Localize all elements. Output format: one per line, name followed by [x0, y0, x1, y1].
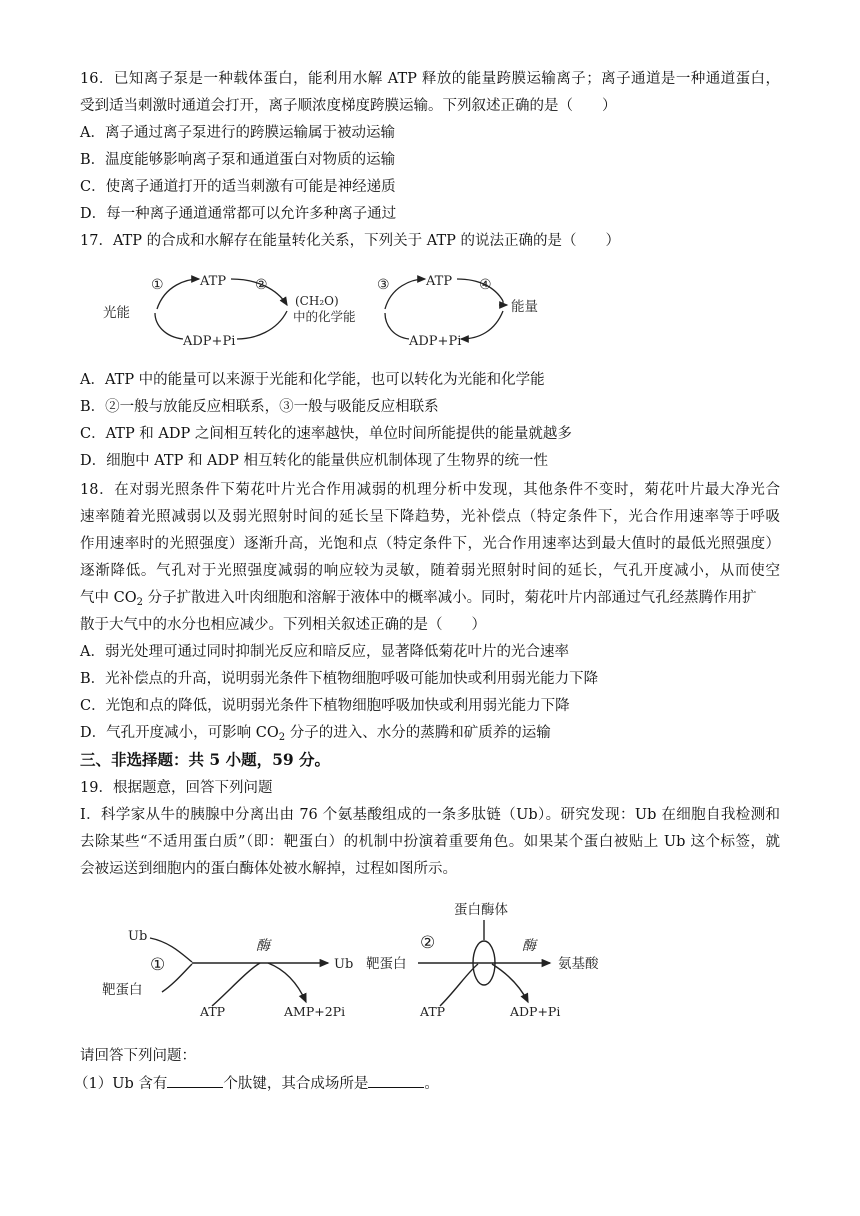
atp-input-line-2 [440, 964, 478, 1006]
q18-stem-line3: 作用速率时的光照强度）逐渐升高，光饱和点（特定条件下，光合作用速率达到最大值时的最低光照强度） [80, 536, 780, 552]
q16-option-c: C．使离子通道打开的适当刺激有可能是神经递质 [80, 179, 396, 195]
q18-stem-line4: 逐渐降低。气孔对于光照强度减弱的响应较为灵敏，随着弱光照射时间的延长，气孔开度减小，从而使空 [80, 563, 780, 579]
q16-option-b: B．温度能够影响离子泵和通道蛋白对物质的运输 [80, 152, 396, 168]
q18-line5-part-b: 分子扩散进入叶肉细胞和溶解于液体中的概率减小。同时，菊花叶片内部通过气孔经蒸腾作用扩 [142, 590, 757, 606]
q19-sub1-part-c: 。 [424, 1076, 439, 1092]
ub-output-label: Ub [334, 957, 354, 972]
q18-stem-line5 [80, 588, 757, 613]
amp-output-arrow [268, 963, 306, 1002]
q18-stem-line6: 散于大气中的水分也相应减少。下列相关叙述正确的是（ ） [80, 617, 486, 633]
circled-4: ④ [479, 277, 492, 293]
light-energy-label: 光能 [103, 305, 130, 321]
q16-stem-line2: 受到适当刺激时通道会打开，离子顺浓度梯度跨膜运输。下列叙述正确的是（ ） [80, 98, 617, 114]
q18-option-b: B．光补偿点的升高，说明弱光条件下植物细胞呼吸可能加快或利用弱光能力下降 [80, 671, 599, 687]
q18-stem-line1: 18．在对弱光照条件下菊花叶片光合作用减弱的机理分析中发现，其他条件不变时，菊花叶片最大净光合 [80, 482, 780, 498]
circled-3: ③ [377, 277, 390, 293]
q16-option-d: D．每一种离子通道通常都可以允许多种离子通过 [80, 206, 397, 222]
q18-option-c: C．光饱和点的降低，说明弱光条件下植物细胞呼吸加快或利用弱光能力下降 [80, 698, 570, 714]
q18-stem-line2: 速率随着光照减弱以及弱光照射时间的延长呈下降趋势，光补偿点（特定条件下，光合作用速率等于呼吸 [80, 509, 780, 525]
left-cycle-lower-left-arc [155, 313, 183, 339]
target-protein-label-1: 靶蛋白 [102, 982, 143, 998]
q19-sub1-part-b: 个肽键，其合成场所是 [223, 1076, 369, 1092]
answer-blank-synthesis-site[interactable] [368, 1073, 424, 1088]
q16-stem-line1: 16．已知离子泵是一种载体蛋白，能利用水解 ATP 释放的能量跨膜运输离子；离子通道是一种通道蛋白， [80, 71, 780, 87]
adp-label: ADP+Pi [510, 1004, 561, 1019]
q17-option-a: A．ATP 中的能量可以来源于光能和化学能，也可以转化为光能和化学能 [80, 372, 545, 388]
atp-right-label: ATP [426, 274, 453, 289]
target-input-line [162, 964, 192, 992]
q17-option-b: B．②一般与放能反应相联系，③一般与吸能反应相联系 [80, 399, 439, 415]
ub-input-label: Ub [128, 929, 148, 944]
circled-1-step: ① [150, 955, 166, 975]
left-cycle-lower-right-arc [237, 311, 287, 339]
right-cycle-lower-left-arc [385, 313, 409, 339]
co2-subscript: 2 [136, 597, 143, 608]
target-protein-label-2: 靶蛋白 [366, 956, 407, 972]
q19-paragraph-line3: 会被运送到细胞内的蛋白酶体处被水解掉，过程如图所示。 [80, 861, 457, 877]
q19-paragraph-line2: 去除某些“不适用蛋白质”（即：靶蛋白）的机制中扮演着重要角色。如果某个蛋白被贴上 Ub 这个标签，就 [80, 834, 780, 850]
circled-1: ① [151, 277, 164, 293]
co2-subscript-d: 2 [278, 732, 286, 743]
q17-stem: 17．ATP 的合成和水解存在能量转化关系，下列关于 ATP 的说法正确的是（ ） [80, 233, 620, 249]
amino-acid-label: 氨基酸 [558, 956, 599, 972]
q18-option-d-part-b: 分子的进入、水分的蒸腾和矿质养的运输 [285, 725, 551, 741]
ubiquitin-process-diagram [100, 898, 630, 1028]
q18-option-d-part-a: D．气孔开度减小，可影响 CO [80, 725, 279, 741]
q18-line5-part-a: 气中 CO [80, 590, 137, 606]
q18-option-d [80, 723, 551, 748]
atp-label-2: ATP [420, 1004, 446, 1019]
circled-2: ② [255, 277, 268, 293]
enzyme-label-1: 酶 [256, 938, 270, 954]
proteasome-label: 蛋白酶体 [454, 902, 508, 918]
adp-left-label: ADP+Pi [183, 334, 236, 349]
atp-label-1: ATP [200, 1004, 226, 1019]
circled-2-step: ② [420, 933, 436, 953]
right-cycle-upper-left-arc [385, 279, 425, 309]
atp-left-label: ATP [200, 274, 227, 289]
q18-option-a: A．弱光处理可通过同时抑制光反应和暗反应，显著降低菊花叶片的光合速率 [80, 644, 569, 660]
section-3-heading: 三、非选择题：共 5 小题，59 分。 [80, 750, 331, 769]
adp-right-label: ADP+Pi [409, 334, 462, 349]
q19-stem: 19．根据题意，回答下列问题 [80, 780, 273, 796]
q17-option-c: C．ATP 和 ADP 之间相互转化的速率越快，单位时间所能提供的能量就越多 [80, 426, 572, 442]
answer-blank-peptide-count[interactable] [167, 1073, 223, 1088]
right-cycle-lower-right-arc [461, 311, 503, 339]
q17-option-d: D．细胞中 ATP 和 ADP 相互转化的能量供应机制体现了生物界的统一性 [80, 453, 549, 469]
atp-input-line-1 [212, 963, 260, 1006]
ch2o-label: (CH₂O) [295, 294, 339, 308]
atp-cycle-diagram [95, 265, 565, 360]
energy-label: 能量 [511, 299, 538, 315]
enzyme-label-2: 酶 [522, 938, 536, 954]
q19-ask-line: 请回答下列问题： [80, 1048, 196, 1064]
q19-sub1-part-a: （1）Ub 含有 [74, 1076, 168, 1092]
adp-output-arrow [492, 964, 528, 1002]
q19-paragraph-line1: Ⅰ．科学家从牛的胰腺中分离出由 76 个氨基酸组成的一条多肽链（Ub）。研究发现：Ub 在细胞自我检测和 [80, 807, 780, 823]
q16-option-a: A．离子通过离子泵进行的跨膜运输属于被动运输 [80, 125, 395, 141]
amp-label: AMP+2Pi [284, 1004, 346, 1019]
chemical-energy-label: 中的化学能 [293, 309, 356, 324]
q19-sub1 [74, 1073, 439, 1094]
